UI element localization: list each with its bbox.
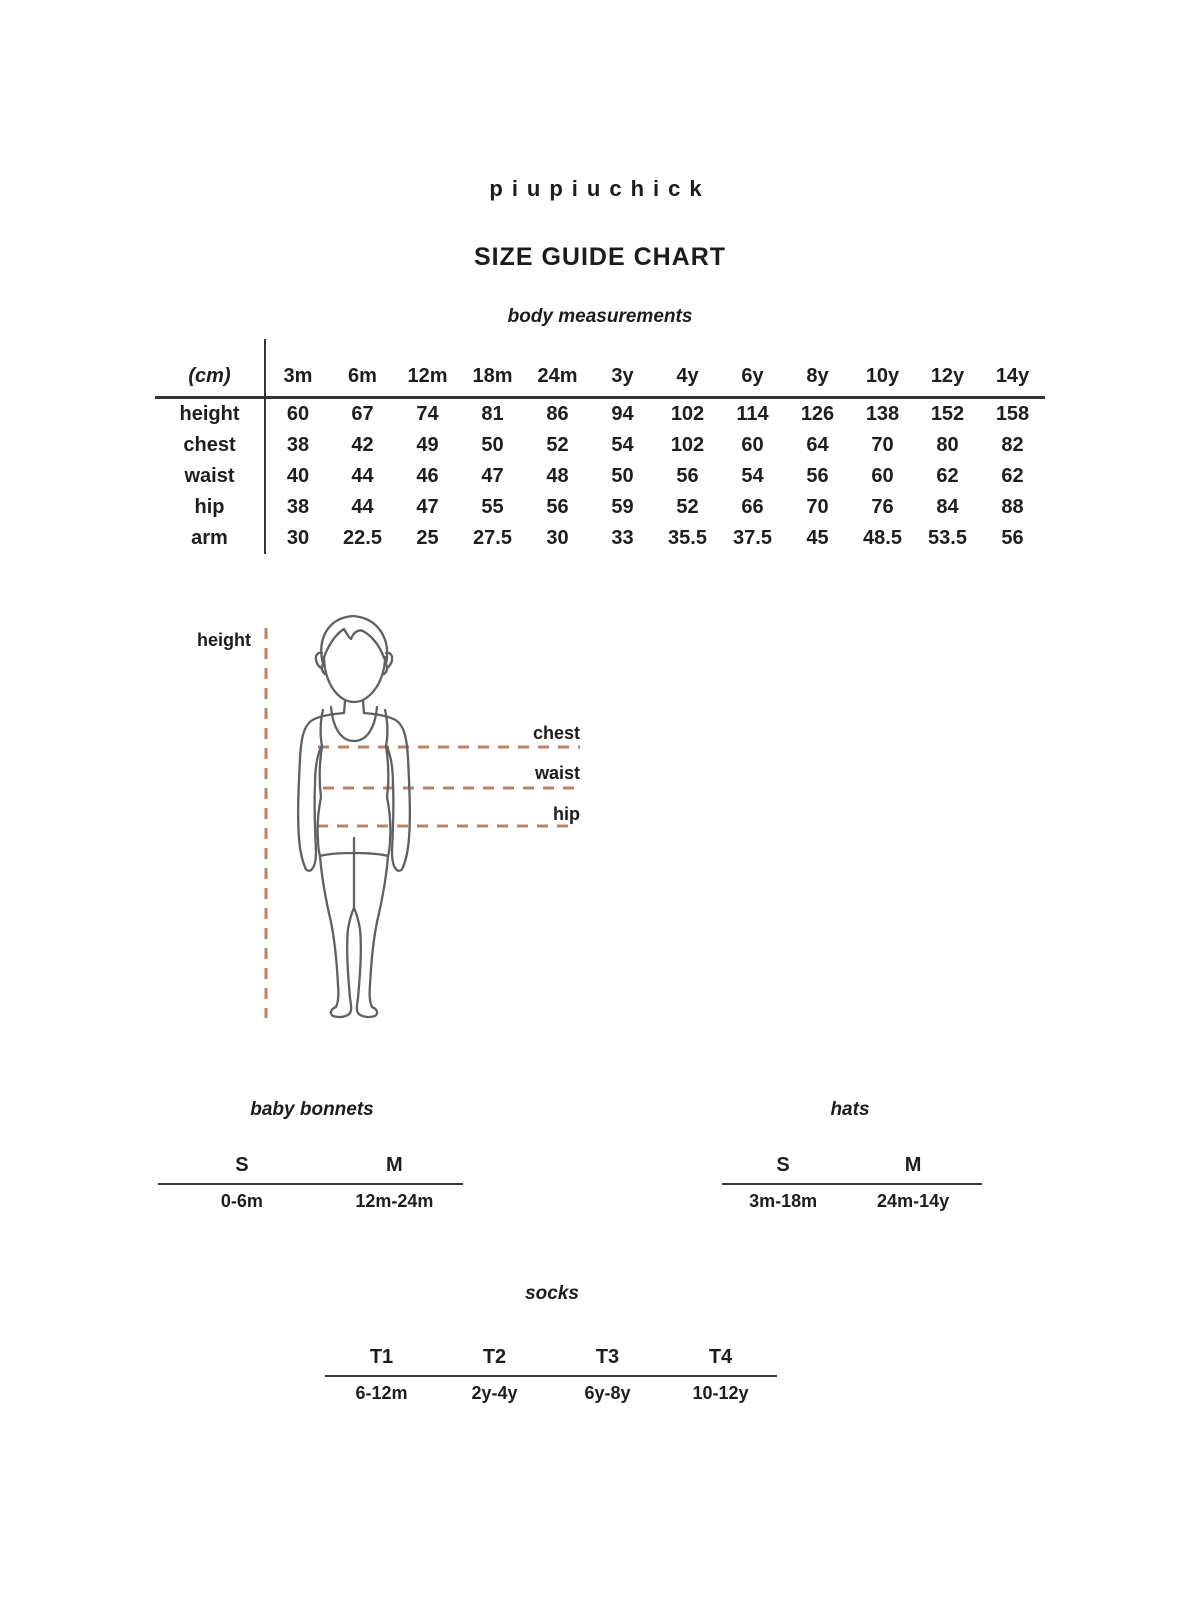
cell: 60 — [741, 434, 764, 456]
hair-fringe — [324, 629, 384, 658]
cell: 38 — [286, 496, 310, 518]
cell: 44 — [351, 496, 374, 518]
column-header: 12y — [915, 339, 980, 398]
body-measurements-title: body measurements — [507, 306, 693, 327]
cell: 86 — [546, 403, 569, 425]
size-range: 6y-8y — [584, 1383, 631, 1403]
cell: 102 — [670, 434, 705, 456]
row-label: height — [155, 398, 265, 431]
cell: 38 — [286, 434, 310, 456]
cell: 62 — [936, 465, 959, 487]
hats-range-row — [722, 1185, 982, 1212]
hip-label: hip — [553, 804, 580, 824]
left-ear — [316, 653, 322, 668]
cell: 45 — [806, 527, 829, 549]
cell: 40 — [286, 465, 310, 487]
cell: 126 — [800, 403, 835, 425]
size-header: T3 — [595, 1346, 620, 1368]
hair-outline — [321, 616, 387, 674]
table-row — [155, 461, 1045, 492]
cell: 47 — [416, 496, 439, 518]
cell: 114 — [736, 403, 769, 425]
cell: 94 — [611, 403, 634, 425]
cell: 30 — [546, 527, 569, 549]
socks-header-row — [325, 1340, 777, 1377]
shorts-hem — [320, 853, 388, 856]
body-measurements-table — [155, 339, 1045, 554]
size-header: T2 — [482, 1346, 507, 1368]
row-label: hip — [155, 492, 265, 523]
socks-range-row — [325, 1377, 777, 1404]
column-header: 18m — [460, 339, 525, 398]
cell: 76 — [871, 496, 894, 518]
cell: 55 — [481, 496, 504, 518]
cell: 25 — [416, 527, 439, 549]
size-header: M — [904, 1154, 922, 1176]
face-outline — [324, 657, 385, 702]
cell: 33 — [611, 527, 634, 549]
cell: 82 — [1001, 434, 1024, 456]
hats-table — [722, 1147, 982, 1212]
table-row — [155, 398, 1045, 431]
cell: 60 — [286, 403, 310, 425]
row-label: arm — [155, 523, 265, 554]
cell: 88 — [1001, 496, 1024, 518]
size-header: M — [386, 1154, 403, 1176]
cell: 56 — [806, 465, 829, 487]
cell: 70 — [806, 496, 829, 518]
column-header: 24m — [525, 339, 590, 398]
cell: 80 — [936, 434, 959, 456]
left-arm — [298, 713, 344, 871]
row-label: chest — [155, 430, 265, 461]
cell: 152 — [930, 403, 965, 425]
column-header: 4y — [655, 339, 720, 398]
cell: 56 — [1001, 527, 1024, 549]
size-range: 6-12m — [355, 1383, 408, 1403]
cell: 81 — [481, 403, 504, 425]
size-range: 0-6m — [220, 1191, 263, 1211]
cell: 50 — [481, 434, 504, 456]
cell: 74 — [416, 403, 439, 425]
brand-logo: piupiuchick — [489, 176, 711, 201]
column-header: 3y — [590, 339, 655, 398]
table-row — [155, 430, 1045, 461]
right-arm — [364, 713, 410, 871]
socks-table — [325, 1340, 777, 1404]
cell: 42 — [351, 434, 374, 456]
left-armhole — [321, 710, 323, 746]
neck — [344, 701, 364, 713]
table-row — [155, 523, 1045, 554]
socks-title: socks — [525, 1283, 579, 1304]
cell: 52 — [676, 496, 699, 518]
size-range: 12m-24m — [355, 1191, 434, 1211]
cell: 67 — [351, 403, 374, 425]
cell: 48 — [546, 465, 569, 487]
size-range: 3m-18m — [749, 1191, 818, 1211]
left-torso-side — [318, 746, 322, 856]
baby-bonnets-header-row — [158, 1147, 463, 1185]
cell: 138 — [865, 403, 900, 425]
baby-bonnets-title: baby bonnets — [250, 1099, 374, 1120]
size-header: T4 — [708, 1346, 733, 1368]
left-leg — [320, 856, 354, 1017]
right-torso-side — [386, 746, 390, 856]
right-leg — [354, 856, 388, 1017]
tank-top-neckline — [331, 707, 377, 741]
cell: 64 — [806, 434, 829, 456]
cell: 52 — [546, 434, 569, 456]
column-header: 6m — [330, 339, 395, 398]
cell: 62 — [1001, 465, 1024, 487]
cell: 158 — [995, 403, 1030, 425]
cell: 60 — [871, 465, 894, 487]
cell: 54 — [741, 465, 764, 487]
cell: 48.5 — [863, 527, 902, 549]
size-range: 10-12y — [692, 1383, 749, 1403]
cell: 49 — [416, 434, 439, 456]
cell: 50 — [611, 465, 634, 487]
right-armhole — [385, 710, 387, 746]
size-range: 24m-14y — [877, 1191, 950, 1211]
size-header: T1 — [369, 1346, 394, 1368]
cell: 54 — [611, 434, 634, 456]
column-header: 14y — [980, 339, 1045, 398]
hats-title: hats — [830, 1099, 870, 1120]
cell: 56 — [546, 496, 569, 518]
hats-header-row — [722, 1147, 982, 1185]
cell: 30 — [286, 527, 310, 549]
cell: 70 — [871, 434, 894, 456]
baby-bonnets-range-row — [158, 1185, 463, 1212]
column-header: 10y — [850, 339, 915, 398]
right-ear — [386, 653, 392, 668]
cell: 66 — [741, 496, 764, 518]
cell: 44 — [351, 465, 374, 487]
column-header: 6y — [720, 339, 785, 398]
column-header: 3m — [265, 339, 330, 398]
baby-bonnets-table — [158, 1147, 463, 1212]
page-title: SIZE GUIDE CHART — [473, 243, 727, 271]
cell: 35.5 — [668, 527, 707, 549]
cell: 27.5 — [473, 527, 512, 549]
cell: 56 — [676, 465, 699, 487]
body-outline — [298, 616, 410, 1017]
size-header: S — [235, 1154, 249, 1176]
cell: 46 — [416, 465, 439, 487]
unit-header-cell: (cm) — [155, 339, 265, 398]
table-header-row — [155, 339, 1045, 398]
cell: 102 — [670, 403, 705, 425]
size-range: 2y-4y — [471, 1383, 518, 1403]
size-header: S — [776, 1154, 790, 1176]
cell: 37.5 — [733, 527, 772, 549]
cell: 59 — [611, 496, 634, 518]
cell: 84 — [936, 496, 959, 518]
cell: 53.5 — [928, 527, 967, 549]
column-header: 12m — [395, 339, 460, 398]
cell: 47 — [481, 465, 504, 487]
row-label: waist — [155, 461, 265, 492]
table-row — [155, 492, 1045, 523]
column-header: 8y — [785, 339, 850, 398]
cell: 22.5 — [343, 527, 382, 549]
height-label: height — [197, 630, 251, 650]
waist-label: waist — [534, 763, 580, 783]
chest-label: chest — [532, 723, 580, 743]
